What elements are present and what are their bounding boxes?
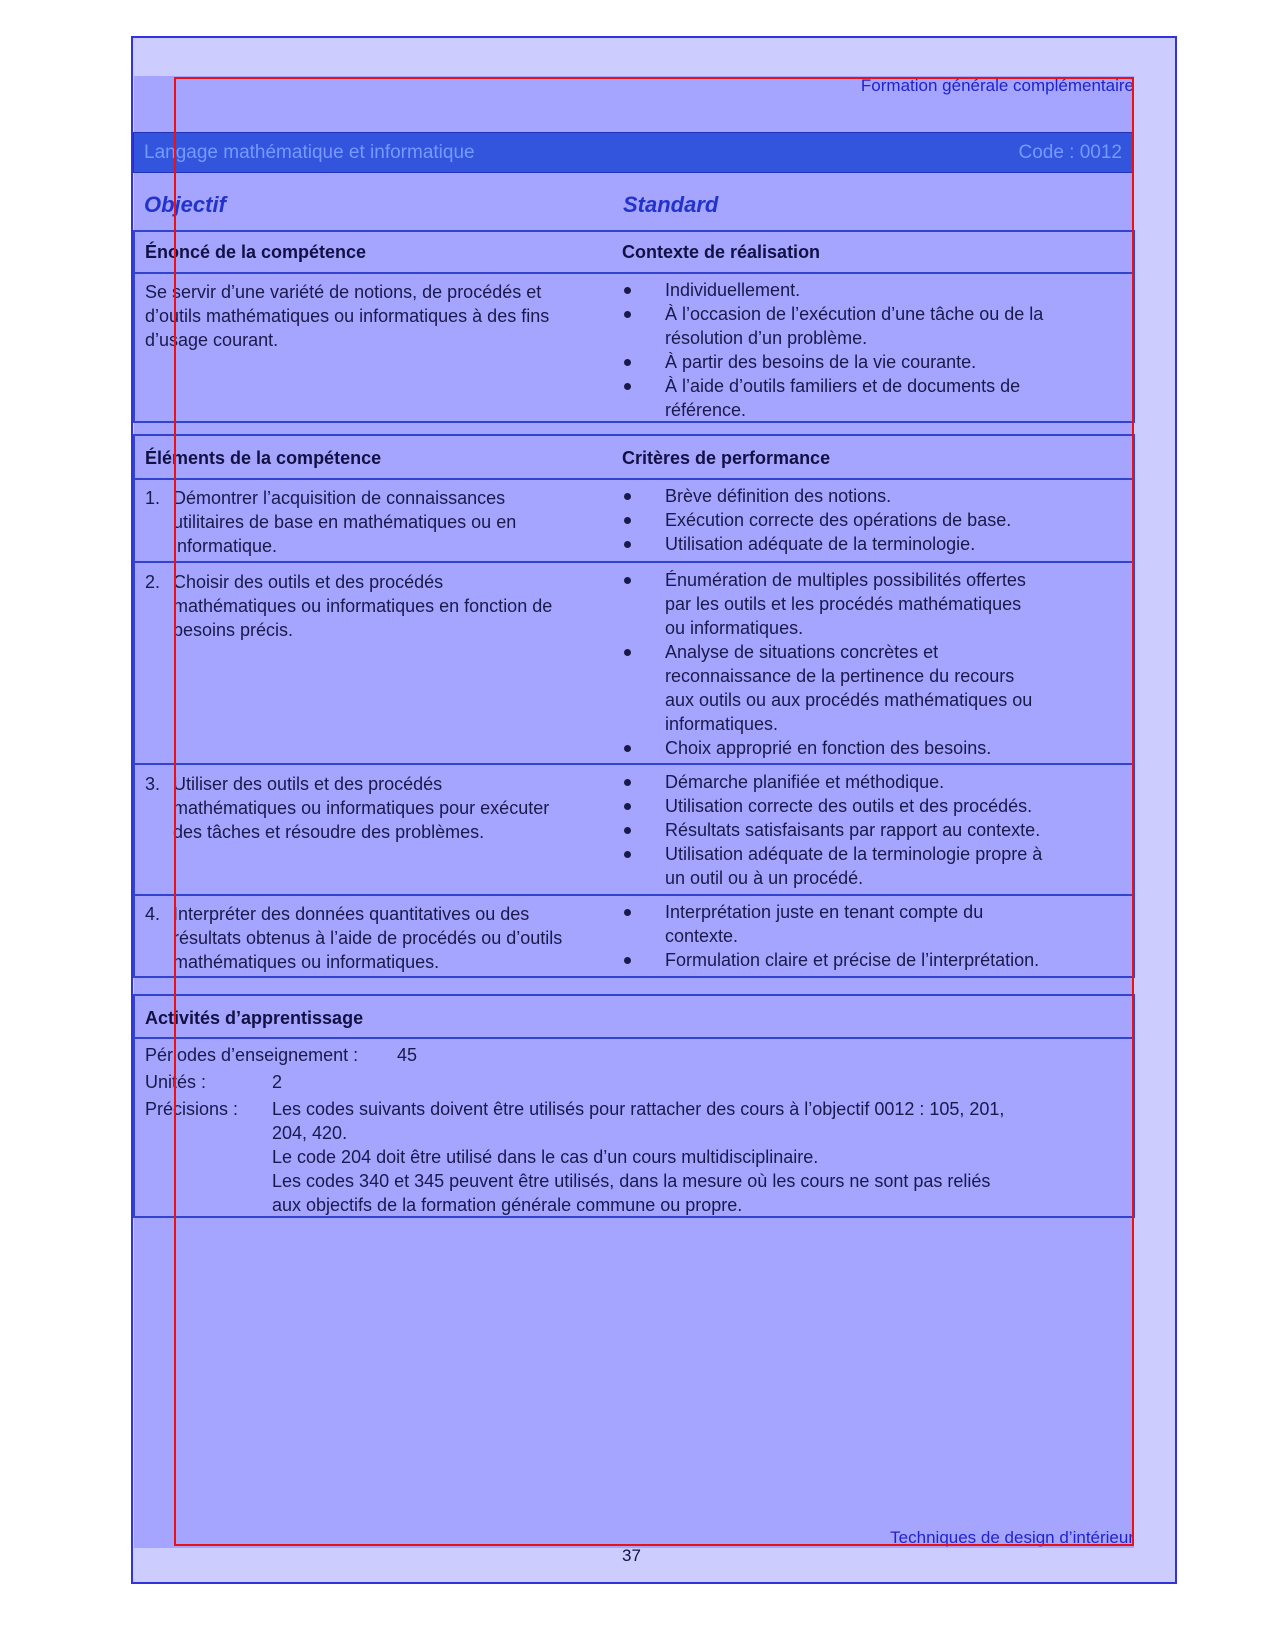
criteres-heading: Critères de performance (622, 448, 831, 468)
unites-label: Unités : (145, 1072, 207, 1092)
criteria-list (665, 568, 1032, 760)
list-item: À l’aide d’outils familiers et de documents de référence. (665, 374, 1043, 422)
element-number: 2. (145, 572, 161, 592)
elements-heading: Éléments de la compétence (145, 448, 382, 468)
activites-section (133, 994, 1135, 1218)
unites-value: 2 (272, 1072, 283, 1092)
list-item: Utilisation correcte des outils et des procédés. (665, 794, 1042, 818)
element-text: Utiliser des outils et des procédés mathématiques ou informatiques pour exécuter des tâches et résoudre des problèmes. (173, 774, 550, 842)
objective-title: Langage mathématique et informatique (144, 142, 475, 163)
title-bar (133, 132, 1133, 173)
list-item: Choix approprié en fonction des besoins. (665, 736, 1032, 760)
program-footer: Techniques de design d’intérieur (890, 1528, 1134, 1547)
elements-section (133, 434, 1135, 978)
precisions-label: Précisions : (145, 1099, 239, 1119)
periodes-label: Périodes d’enseignement : (145, 1045, 359, 1065)
list-item: Interprétation juste en tenant compte du contexte. (665, 900, 1039, 948)
list-item: Formulation claire et précise de l’interprétation. (665, 948, 1039, 972)
list-item: À l’occasion de l’exécution d’une tâche ou de la résolution d’un problème. (665, 302, 1043, 350)
list-item: Exécution correcte des opérations de base. (665, 508, 1011, 532)
program-header: Formation générale complémentaire (860, 76, 1134, 95)
standard-label: Standard (623, 192, 719, 217)
precisions-text: Les codes suivants doivent être utilisés pour rattacher des cours à l’objectif 0012 : 105, 201, 204, 420. Le code 204 doit être utilisé dans le cas d’un cours multidisciplinaire. Les codes 340 et 345 peuvent être utilisés, dans la mesure où les cours ne sont pas reliés aux objectifs de la formation générale commune ou propre. (272, 1099, 1005, 1215)
page-body (134, 76, 1134, 1548)
enonce-section (133, 230, 1135, 423)
page-number: 37 (622, 1546, 641, 1565)
element-text: Choisir des outils et des procédés mathématiques ou informatiques en fonction de besoins précis. (173, 572, 553, 640)
objective-code: Code : 0012 (1018, 142, 1122, 163)
objectif-label: Objectif (144, 192, 226, 217)
element-number: 3. (145, 774, 161, 794)
element-number: 1. (145, 488, 161, 508)
list-item: Utilisation adéquate de la terminologie. (665, 532, 1011, 556)
contexte-list (665, 278, 1043, 422)
element-text: Interpréter des données quantitatives ou des résultats obtenus à l’aide de procédés ou d’outils mathématiques ou informatiques. (173, 904, 563, 972)
periodes-value: 45 (397, 1045, 418, 1065)
list-item: Résultats satisfaisants par rapport au contexte. (665, 818, 1042, 842)
enonce-heading: Énoncé de la compétence (145, 242, 367, 262)
list-item: Démarche planifiée et méthodique. (665, 770, 1042, 794)
element-text: Démontrer l’acquisition de connaissances utilitaires de base en mathématiques ou en informatique. (173, 488, 517, 556)
list-item: Brève définition des notions. (665, 484, 1011, 508)
list-item: À partir des besoins de la vie courante. (665, 350, 1043, 374)
list-item: Analyse de situations concrètes et reconnaissance de la pertinence du recours aux outils ou aux procédés mathématiques ou informatiques. (665, 640, 1032, 736)
enonce-text: Se servir d’une variété de notions, de procédés et d’outils mathématiques ou informatiques à des fins d’usage courant. (145, 282, 550, 350)
criteria-list (665, 484, 1011, 556)
list-item: Énumération de multiples possibilités offertes par les outils et les procédés mathématiques ou informatiques. (665, 568, 1032, 640)
list-item: Individuellement. (665, 278, 1043, 302)
activites-heading: Activités d’apprentissage (145, 1008, 364, 1028)
list-item: Utilisation adéquate de la terminologie propre à un outil ou à un procédé. (665, 842, 1042, 890)
criteria-list (665, 900, 1039, 972)
element-number: 4. (145, 904, 161, 924)
criteria-list (665, 770, 1042, 890)
contexte-heading: Contexte de réalisation (622, 242, 821, 262)
